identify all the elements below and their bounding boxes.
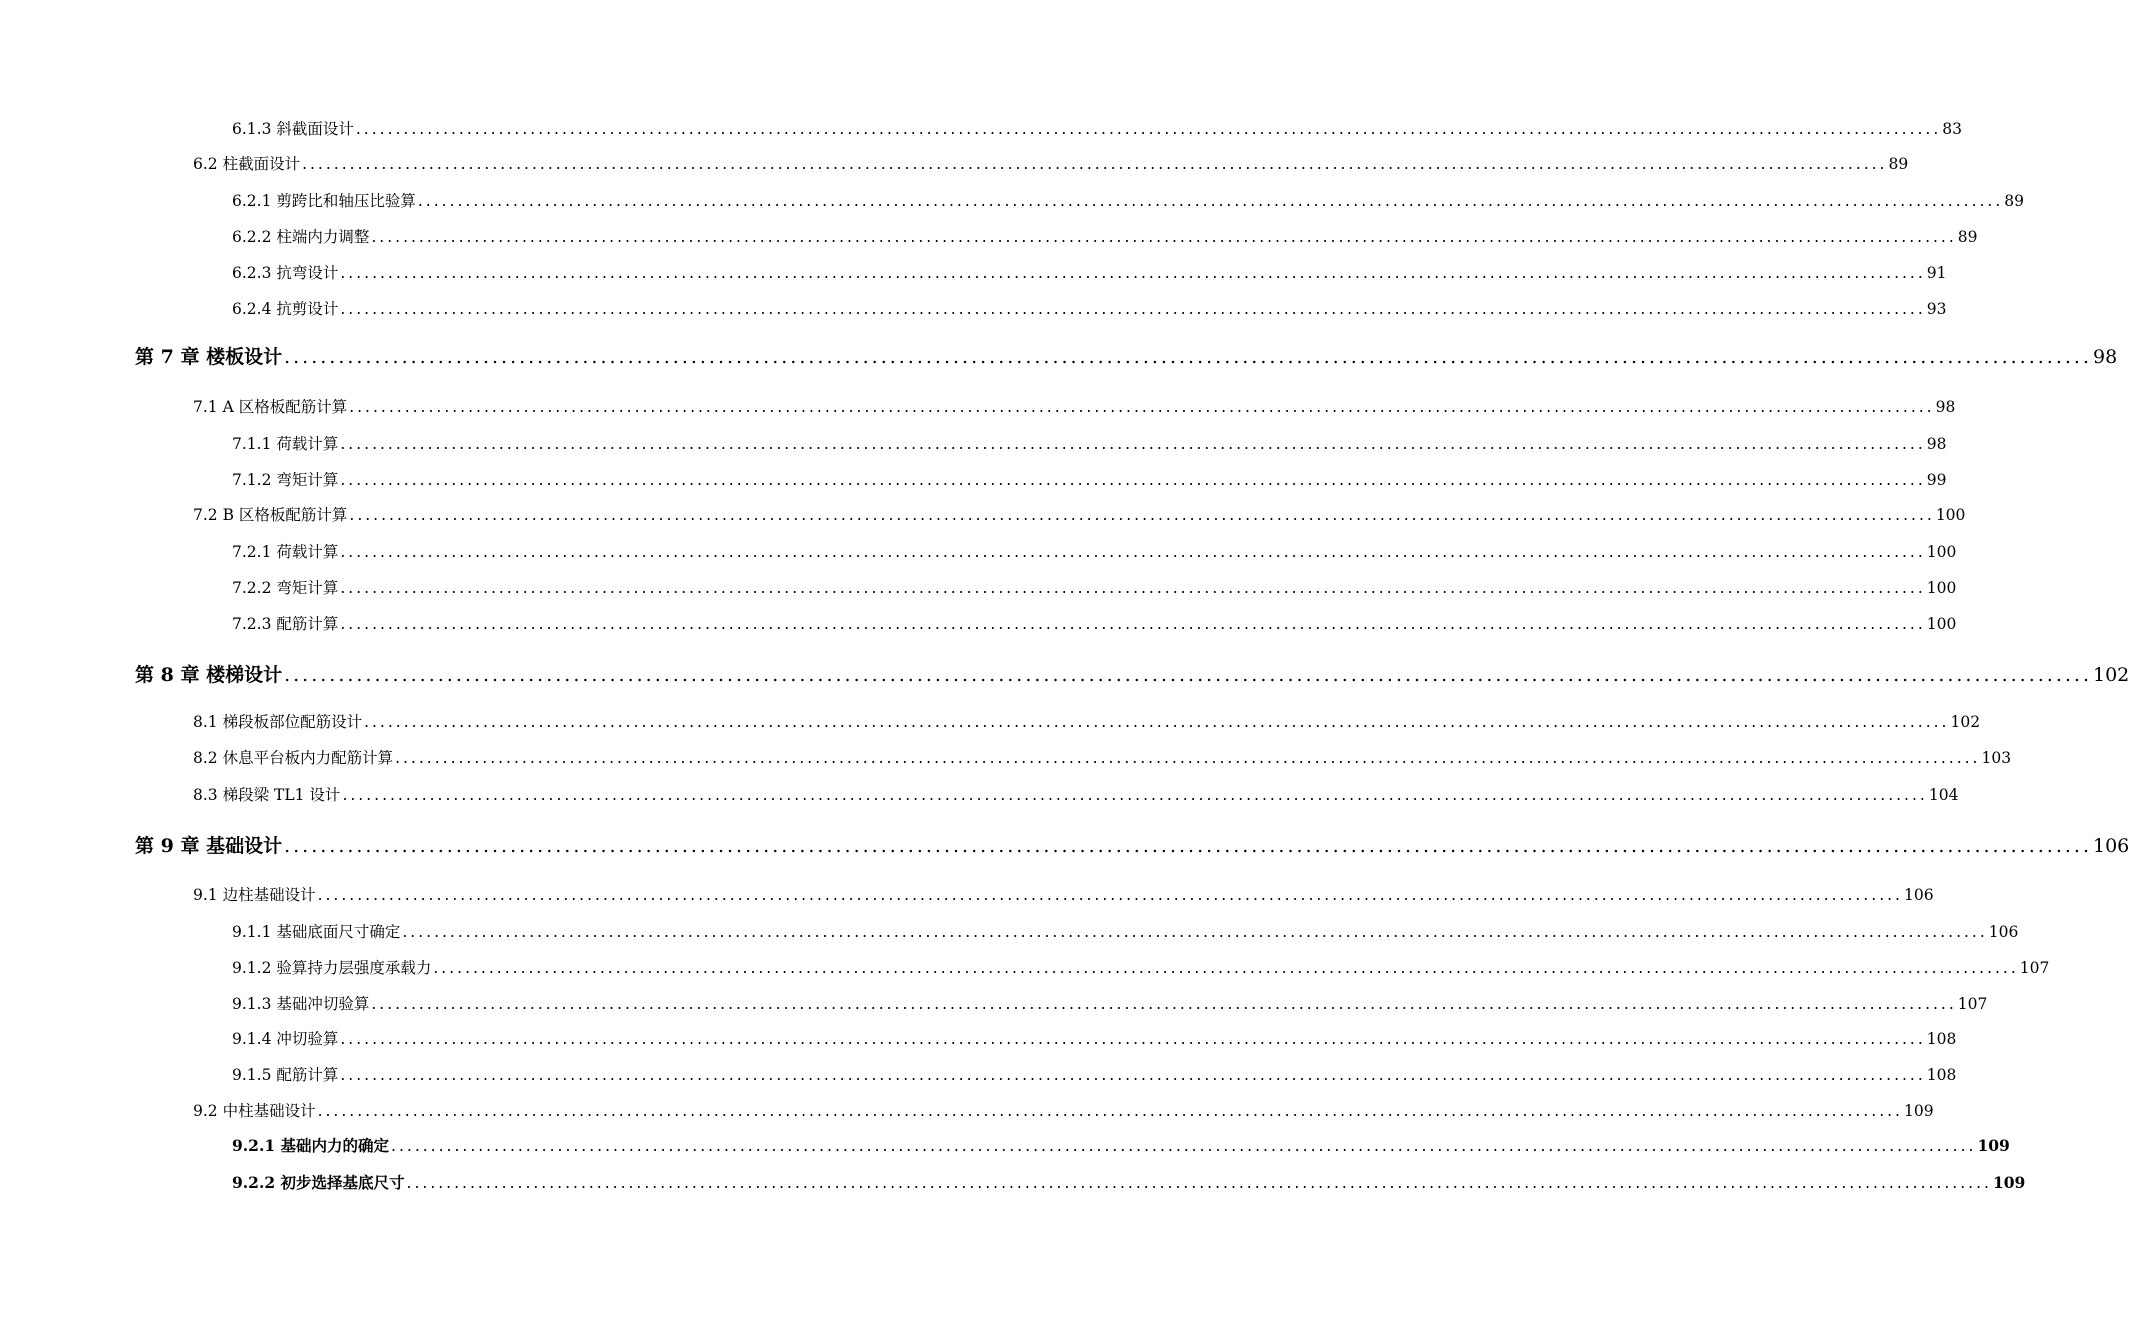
toc-leader-dots: ........................................................................................................................................................................................................ [417, 192, 2004, 210]
toc-leader-dots: ........................................................................................................................................................................................................ [406, 1174, 1992, 1192]
toc-entry[interactable] [232, 468, 1947, 490]
toc-leader-dots: ........................................................................................................................................................................................................ [340, 1030, 1926, 1048]
toc-entry-title: 9.1.4 冲切验算 [232, 1030, 339, 1048]
toc-entry[interactable] [232, 1027, 1957, 1049]
toc-leader-dots: ........................................................................................................................................................................................................ [349, 506, 1935, 524]
toc-entry-title: 9.1.1 基础底面尺寸确定 [232, 923, 401, 941]
toc-entry-title: 第 9 章 基础设计 [135, 835, 283, 857]
toc-entry-title: 8.3 梯段梁 TL1 设计 [193, 786, 341, 804]
toc-entry-page: 93 [1926, 300, 1947, 318]
toc-entry[interactable] [193, 883, 1934, 905]
toc-entry-title: 6.2.3 抗弯设计 [232, 264, 339, 282]
toc-entry-page: 107 [2019, 959, 2050, 977]
toc-entry[interactable] [232, 612, 1957, 634]
toc-leader-dots: ........................................................................................................................................................................................................ [371, 228, 1957, 246]
toc-entry[interactable] [232, 225, 1978, 247]
toc-leader-dots: ........................................................................................................................................................................................................ [317, 1102, 1903, 1120]
toc-entry[interactable] [232, 1171, 2026, 1193]
toc-entry[interactable] [232, 540, 1957, 562]
toc-entry[interactable] [232, 576, 1957, 598]
toc-entry-title: 6.2.2 柱端内力调整 [232, 228, 370, 246]
toc-leader-dots: ........................................................................................................................................................................................................ [391, 1137, 1977, 1155]
toc-entry[interactable] [193, 710, 1981, 732]
toc-leader-dots: ........................................................................................................................................................................................................ [340, 471, 1926, 489]
toc-entry-page: 100 [1926, 615, 1957, 633]
toc-entry-page: 109 [1977, 1136, 2010, 1155]
toc-entry-title: 6.1.3 斜截面设计 [232, 120, 354, 138]
toc-leader-dots: ........................................................................................................................................................................................................ [364, 713, 1950, 731]
toc-entry[interactable] [232, 1063, 1957, 1085]
toc-entry-page: 91 [1926, 264, 1947, 282]
toc-leader-dots: ........................................................................................................................................................................................................ [395, 749, 1981, 767]
toc-leader-dots: ........................................................................................................................................................................................................ [433, 959, 2019, 977]
toc-entry-page: 102 [1950, 713, 1981, 731]
toc-entry-title: 7.1.2 弯矩计算 [232, 471, 339, 489]
toc-leader-dots: ........................................................................................................................................................................................................ [284, 664, 2092, 686]
toc-entry-page: 83 [1942, 120, 1963, 138]
toc-leader-dots: ........................................................................................................................................................................................................ [340, 435, 1926, 453]
toc-entry[interactable] [232, 1134, 2010, 1156]
toc-entry-page: 106 [2093, 835, 2129, 857]
toc-leader-dots: ........................................................................................................................................................................................................ [355, 120, 1942, 138]
toc-entry-page: 107 [1957, 995, 1988, 1013]
toc-entry-page: 104 [1928, 786, 1959, 804]
toc-entry-page: 98 [1926, 435, 1947, 453]
toc-leader-dots: ........................................................................................................................................................................................................ [284, 835, 2092, 857]
toc-entry-page: 89 [1888, 155, 1909, 173]
toc-entry-title: 8.1 梯段板部位配筋设计 [193, 713, 363, 731]
toc-entry-page: 106 [1903, 886, 1934, 904]
toc-entry-page: 106 [1988, 923, 2019, 941]
toc-entry[interactable] [232, 992, 1988, 1014]
toc-entry[interactable] [232, 117, 1963, 139]
toc-entry-title: 7.2.2 弯矩计算 [232, 579, 339, 597]
toc-leader-dots: ........................................................................................................................................................................................................ [340, 543, 1926, 561]
toc-leader-dots: ........................................................................................................................................................................................................ [349, 398, 1935, 416]
toc-leader-dots: ........................................................................................................................................................................................................ [402, 923, 1988, 941]
toc-entry[interactable] [193, 1099, 1934, 1121]
toc-entry-page: 100 [1926, 579, 1957, 597]
toc-leader-dots: ........................................................................................................................................................................................................ [284, 346, 2092, 368]
toc-entry-page: 109 [1903, 1102, 1934, 1120]
toc-leader-dots: ........................................................................................................................................................................................................ [340, 264, 1926, 282]
toc-entry-title: 6.2.1 剪跨比和轴压比验算 [232, 192, 416, 210]
toc-entry-title: 9.1.2 验算持力层强度承载力 [232, 959, 432, 977]
toc-entry-page: 98 [1935, 398, 1956, 416]
toc-entry[interactable] [232, 261, 1947, 283]
toc-entry-title: 8.2 休息平台板内力配筋计算 [193, 749, 394, 767]
toc-entry-page: 100 [1935, 506, 1966, 524]
toc-entry[interactable] [135, 660, 2129, 687]
toc-entry-title: 9.1 边柱基础设计 [193, 886, 316, 904]
toc-entry-page: 98 [2093, 346, 2118, 368]
toc-entry-page: 89 [2004, 192, 2025, 210]
toc-entry-title: 9.2.1 基础内力的确定 [232, 1136, 390, 1155]
toc-leader-dots: ........................................................................................................................................................................................................ [340, 300, 1926, 318]
toc-entry-page: 99 [1926, 471, 1947, 489]
toc-entry[interactable] [232, 297, 1947, 319]
toc-entry-title: 第 7 章 楼板设计 [135, 346, 283, 368]
toc-entry-title: 第 8 章 楼梯设计 [135, 664, 283, 686]
toc-entry-title: 7.2.3 配筋计算 [232, 615, 339, 633]
toc-entry-title: 7.2.1 荷载计算 [232, 543, 339, 561]
toc-entry[interactable] [193, 783, 1959, 805]
toc-entry[interactable] [193, 503, 1966, 525]
toc-entry-title: 6.2.4 抗剪设计 [232, 300, 339, 318]
toc-leader-dots: ........................................................................................................................................................................................................ [342, 786, 1928, 804]
toc-leader-dots: ........................................................................................................................................................................................................ [340, 615, 1926, 633]
toc-entry[interactable] [232, 432, 1947, 454]
toc-entry-page: 109 [1992, 1173, 2026, 1192]
toc-entry[interactable] [135, 831, 2129, 858]
toc-entry-page: 102 [2093, 664, 2129, 686]
toc-entry[interactable] [193, 746, 2012, 768]
toc-leader-dots: ........................................................................................................................................................................................................ [302, 155, 1888, 173]
toc-entry-page: 108 [1926, 1030, 1957, 1048]
toc-entry-title: 7.1 A 区格板配筋计算 [193, 398, 348, 416]
toc-entry-title: 9.2 中柱基础设计 [193, 1102, 316, 1120]
toc-entry-page: 100 [1926, 543, 1957, 561]
toc-entry[interactable] [193, 152, 1909, 174]
toc-entry[interactable] [232, 920, 2019, 942]
toc-entry-title: 9.1.5 配筋计算 [232, 1066, 339, 1084]
toc-entry-title: 7.1.1 荷载计算 [232, 435, 339, 453]
toc-entry-title: 7.2 B 区格板配筋计算 [193, 506, 348, 524]
toc-entry-title: 6.2 柱截面设计 [193, 155, 301, 173]
toc-leader-dots: ........................................................................................................................................................................................................ [317, 886, 1903, 904]
toc-leader-dots: ........................................................................................................................................................................................................ [371, 995, 1957, 1013]
toc-entry[interactable] [232, 956, 2050, 978]
toc-entry[interactable] [232, 189, 2025, 211]
toc-leader-dots: ........................................................................................................................................................................................................ [340, 1066, 1926, 1084]
toc-leader-dots: ........................................................................................................................................................................................................ [340, 579, 1926, 597]
toc-entry[interactable] [193, 395, 1956, 417]
toc-entry-title: 9.2.2 初步选择基底尺寸 [232, 1173, 405, 1192]
toc-entry-page: 103 [1981, 749, 2012, 767]
toc-entry-page: 108 [1926, 1066, 1957, 1084]
toc-entry[interactable] [135, 342, 2118, 369]
toc-entry-page: 89 [1957, 228, 1978, 246]
toc-entry-title: 9.1.3 基础冲切验算 [232, 995, 370, 1013]
